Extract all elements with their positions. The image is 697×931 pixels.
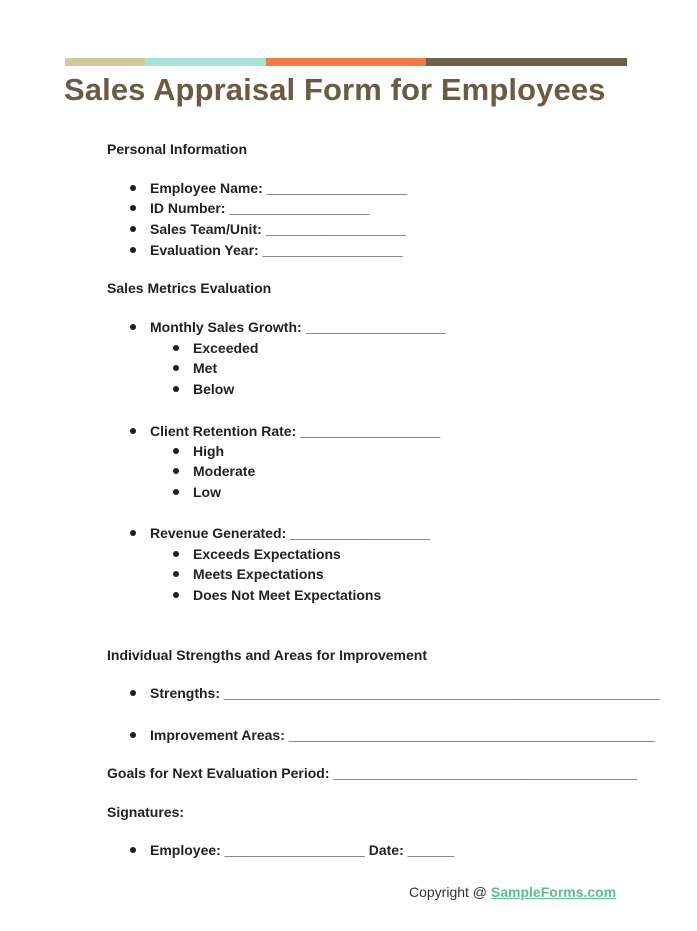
bullet-icon <box>130 847 136 853</box>
page-title: Sales Appraisal Form for Employees <box>64 72 606 107</box>
id-number-field: ID Number: __________________ <box>150 200 370 216</box>
strengths-field: Strengths: ________________________________________________________ <box>150 685 660 701</box>
bullet-icon <box>130 690 136 696</box>
option-below: Below <box>193 381 235 397</box>
revenue-generated-field: Revenue Generated: __________________ <box>150 525 431 541</box>
goals-field: Goals for Next Evaluation Period: _______________________________________ <box>107 765 638 781</box>
bullet-icon <box>173 489 179 495</box>
section-heading-strengths: Individual Strengths and Areas for Improvement <box>107 647 427 663</box>
stripe-segment-tan <box>65 58 145 66</box>
footer-copyright <box>409 884 616 900</box>
bullet-icon <box>173 448 179 454</box>
option-high: High <box>193 443 225 459</box>
evaluation-year-field: Evaluation Year: __________________ <box>150 242 403 258</box>
bullet-icon <box>173 592 179 598</box>
bullet-icon <box>130 205 136 211</box>
bullet-icon <box>173 345 179 351</box>
bullet-icon <box>130 185 136 191</box>
stripe-segment-mint <box>145 58 266 66</box>
bullet-icon <box>130 428 136 434</box>
color-stripe <box>65 58 627 66</box>
option-exceeds-expectations: Exceeds Expectations <box>193 546 341 562</box>
section-heading-metrics: Sales Metrics Evaluation <box>107 280 272 296</box>
option-moderate: Moderate <box>193 463 256 479</box>
bullet-icon <box>130 530 136 536</box>
bullet-icon <box>173 468 179 474</box>
bullet-icon <box>130 226 136 232</box>
bullet-icon <box>173 551 179 557</box>
option-exceeded: Exceeded <box>193 340 259 356</box>
employee-name-field: Employee Name: __________________ <box>150 180 407 196</box>
bullet-icon <box>173 571 179 577</box>
section-heading-personal: Personal Information <box>107 141 248 157</box>
employee-signature-field: Employee: __________________ Date: ______ <box>150 842 455 858</box>
improvement-areas-field: Improvement Areas: _______________________________________________ <box>150 727 655 743</box>
bullet-icon <box>130 324 136 330</box>
section-heading-signatures: Signatures: <box>107 804 185 820</box>
bullet-icon <box>130 247 136 253</box>
brand-link[interactable]: SampleForms.com <box>490 884 617 900</box>
bullet-icon <box>130 732 136 738</box>
copyright-text: Copyright @ <box>409 884 491 900</box>
client-retention-field: Client Retention Rate: __________________ <box>150 423 441 439</box>
option-met: Met <box>193 360 218 376</box>
stripe-segment-orange <box>266 58 426 66</box>
option-does-not-meet-expectations: Does Not Meet Expectations <box>193 587 382 603</box>
bullet-icon <box>173 386 179 392</box>
bullet-icon <box>173 365 179 371</box>
sales-team-field: Sales Team/Unit: __________________ <box>150 221 406 237</box>
stripe-segment-brown <box>426 58 627 66</box>
option-low: Low <box>193 484 221 500</box>
option-meets-expectations: Meets Expectations <box>193 566 324 582</box>
monthly-sales-growth-field: Monthly Sales Growth: __________________ <box>150 319 446 335</box>
